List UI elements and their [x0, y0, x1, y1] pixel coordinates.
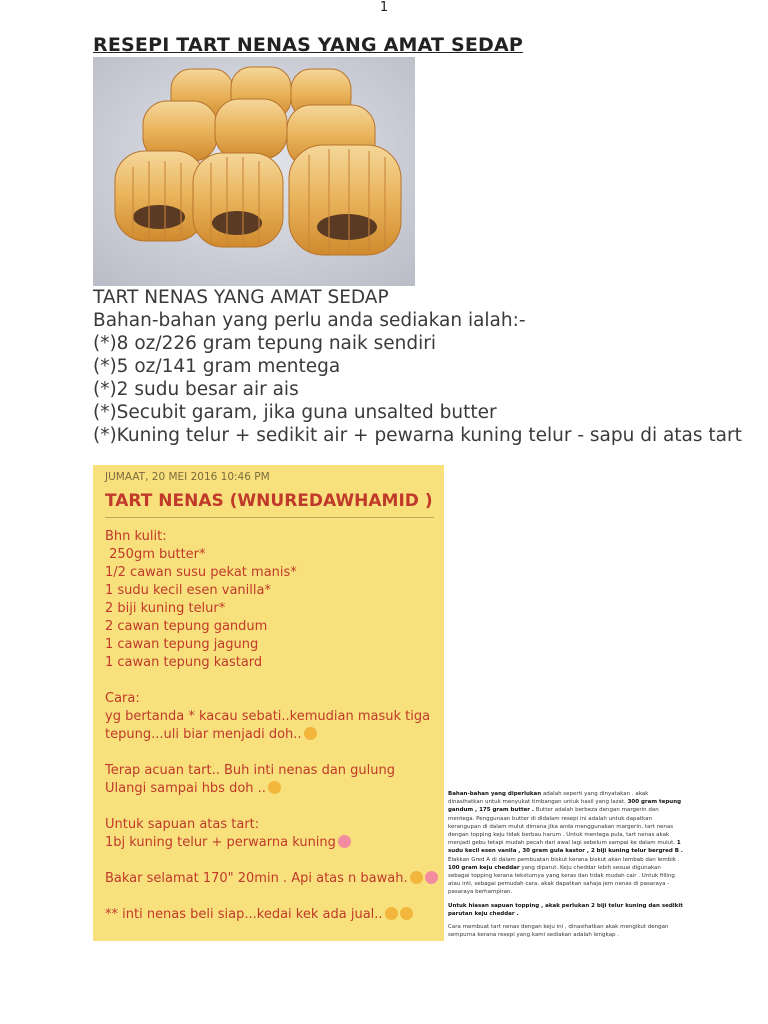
page-title: RESEPI TART NENAS YANG AMAT SEDAP: [93, 34, 524, 56]
page-number: 1: [379, 0, 389, 15]
cara-line: tepung...uli biar menjadi doh..: [105, 727, 302, 742]
recipe-item: (*)Secubit garam, jika guna unsalted butter: [93, 402, 497, 423]
wink-emoji-icon: [410, 871, 423, 884]
side-paragraph: [448, 790, 684, 897]
side-bold: 1 sudu kecil esen vanila , 30 gram gula kastor , 2 biji kuning telur bergred B .: [448, 840, 683, 855]
side-paragraph: Cara membuat tart nenas dengan keju ini , dinasihatkan akak mengikut dengan sempurna kerana resepi yang kami sediakan adalah lengkap .: [448, 924, 669, 939]
side-text: Butter adalah berbeza dengan margerin dan mentega. Penggunaan butter di didalam resepi ini adalah untuk dapatkan kerangupan di dalam mulut dimana jika anda menggunakan margerin, tart nenas dengan topping keju tidak berbau harum . Untuk mentega pula, tart nenas akak menjadi gebu tetapi mudah pecah dari awal lagi sebelum sampai ke dalam mulut.: [448, 807, 676, 847]
ingredient-line: 2 biji kuning telur*: [105, 601, 226, 616]
ingredient-line: 250gm butter*: [105, 547, 206, 562]
sapuan-line-with-emoji: [105, 834, 440, 852]
recipe-item: (*)2 sudu besar air ais: [93, 379, 299, 400]
inti-line-with-emoji: [105, 906, 440, 924]
inti-line: ** inti nenas beli siap...kedai kek ada jual..: [105, 907, 383, 922]
side-text: yang diparut. Keju cheddar lebih sesuai digunakan sebagai topping kerana teksturnya yang keras dan tidak mudah cair . Untuk filling atau inti, sebagai pemudah cara, akak dapatkan sahaja jem nenas di pasaraya - pasaraya berhampiran.: [448, 864, 675, 896]
sapuan-line: 1bj kuning telur + perwarna kuning: [105, 835, 336, 850]
heart-eyes-emoji-icon: [338, 835, 351, 848]
pineapple-tart-photo: [93, 57, 415, 286]
recipe-item: (*)Kuning telur + sedikit air + pewarna kuning telur - sapu di atas tart: [93, 425, 742, 446]
recipe-item: (*)8 oz/226 gram tepung naik sendiri: [93, 333, 436, 354]
terap-line: Ulangi sampai hbs doh ..: [105, 781, 266, 796]
terap-line-with-emoji: [105, 780, 440, 798]
divider: [105, 517, 434, 518]
card-title: TART NENAS (WNUREDAWHAMID ): [105, 491, 433, 511]
ingredient-line: 1 sudu kecil esen vanilla*: [105, 583, 271, 598]
grin-emoji-icon: [385, 907, 398, 920]
post-date: JUMAAT, 20 MEI 2016 10:46 PM: [105, 471, 270, 483]
side-paragraph: [448, 902, 684, 918]
terap-line: Terap acuan tart.. Buh inti nenas dan gulung: [105, 763, 396, 778]
pineapple-tart-image: [93, 57, 415, 286]
side-text: adalah seperti yang dinyatakan . akak dinasihatkan untuk menyukat timbangan untuk hasil yang lazat.: [448, 791, 649, 806]
card-body: [105, 528, 440, 924]
ingredient-line: 1 cawan tepung jagung: [105, 637, 259, 652]
kulit-heading: Bhn kulit:: [105, 529, 167, 544]
heart-eyes-emoji-icon: [425, 871, 438, 884]
cara-line: yg bertanda * kacau sebati..kemudian masuk tiga: [105, 709, 431, 724]
bakar-line-with-emoji: [105, 870, 440, 888]
sapuan-heading: Untuk sapuan atas tart:: [105, 817, 260, 832]
recipe-text: [93, 286, 743, 447]
recipe-intro: Bahan-bahan yang perlu anda sediakan ialah:-: [93, 310, 526, 331]
ingredient-line: 1/2 cawan susu pekat manis*: [105, 565, 297, 580]
recipe-heading: TART NENAS YANG AMAT SEDAP: [93, 287, 389, 308]
side-bold: Untuk hiasan sapuan topping , akak perlukan 2 biji telur kuning dan sedikit parutan keju cheddar .: [448, 902, 683, 917]
ingredient-line: 2 cawan tepung gandum: [105, 619, 268, 634]
side-bold-lead: Bahan-bahan yang diperlukan: [448, 791, 542, 797]
side-text: Elakkan Gred A di dalam pembuatan biskut kerana biskut akan lembab dan lembik .: [448, 856, 680, 863]
recipe-item: (*)5 oz/141 gram mentega: [93, 356, 341, 377]
cara-heading: Cara:: [105, 691, 140, 706]
cara-line-with-emoji: [105, 726, 440, 744]
grin-emoji-icon: [268, 781, 281, 794]
side-bold: 100 gram keju cheddar: [448, 864, 520, 871]
side-bold: 300 gram tepung gandum , 175 gram butter .: [448, 799, 682, 814]
bakar-line: Bakar selamat 170" 20min . Api atas n bawah.: [105, 871, 408, 886]
side-article-text: [448, 790, 684, 944]
smile-emoji-icon: [304, 727, 317, 740]
ingredient-line: 1 cawan tepung kastard: [105, 655, 263, 670]
recipe-screenshot-card: [93, 465, 444, 941]
grin-emoji-icon: [400, 907, 413, 920]
